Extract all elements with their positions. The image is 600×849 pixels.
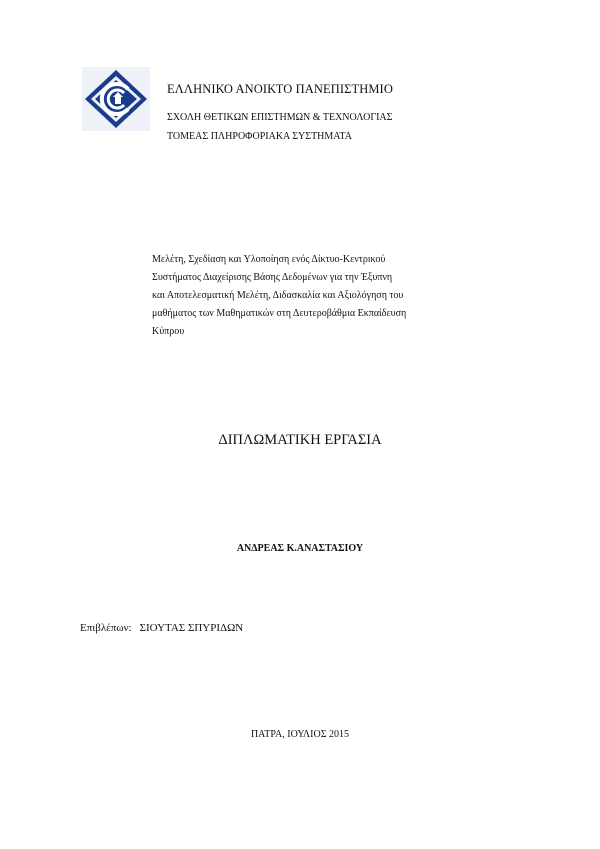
place-date: ΠΑΤΡΑ, ΙΟΥΛΙΟΣ 2015 (250, 729, 350, 740)
supervisor (80, 622, 243, 634)
school-name: ΣΧΟΛΗ ΘΕΤΙΚΩΝ ΕΠΙΣΤΗΜΩΝ & ΤΕΧΝΟΛΟΓΙΑΣ (167, 112, 393, 123)
university-logo-icon (82, 67, 150, 131)
thesis-title-line: Συστήματος Διαχείρισης Βάσης Δεδομένων για την Έξυπνη (152, 272, 393, 283)
thesis-title (152, 251, 472, 341)
department-name: ΤΟΜΕΑΣ ΠΛΗΡΟΦΟΡΙΑΚΑ ΣΥΣΤΗΜΑΤΑ (167, 131, 352, 142)
author-name: ΑΝΔΡΕΑΣ Κ.ΑΝΑΣΤΑΣΙΟΥ (236, 543, 364, 554)
thesis-title-line: Κύπρου (152, 326, 185, 337)
supervisor-label: Επιβλέπων: (80, 622, 132, 634)
thesis-type: ΔΙΠΛΩΜΑΤΙΚΗ ΕΡΓΑΣΙΑ (218, 432, 382, 448)
university-name: ΕΛΛΗΝΙΚΟ ΑΝΟΙΚΤΟ ΠΑΝΕΠΙΣΤΗΜΙΟ (167, 82, 393, 96)
supervisor-name: ΣΙΟΥΤΑΣ ΣΠΥΡΙΔΩΝ (139, 622, 244, 634)
thesis-title-line: μαθήματος των Μαθηματικών στη Δευτεροβάθμια Εκπαίδευση (152, 308, 407, 319)
thesis-title-line: Μελέτη, Σχεδίαση και Υλοποίηση ενός Δίκτυο-Κεντρικού (152, 254, 386, 265)
thesis-title-line: και Αποτελεσματική Μελέτη, Διδασκαλία και Αξιολόγηση του (152, 290, 404, 301)
